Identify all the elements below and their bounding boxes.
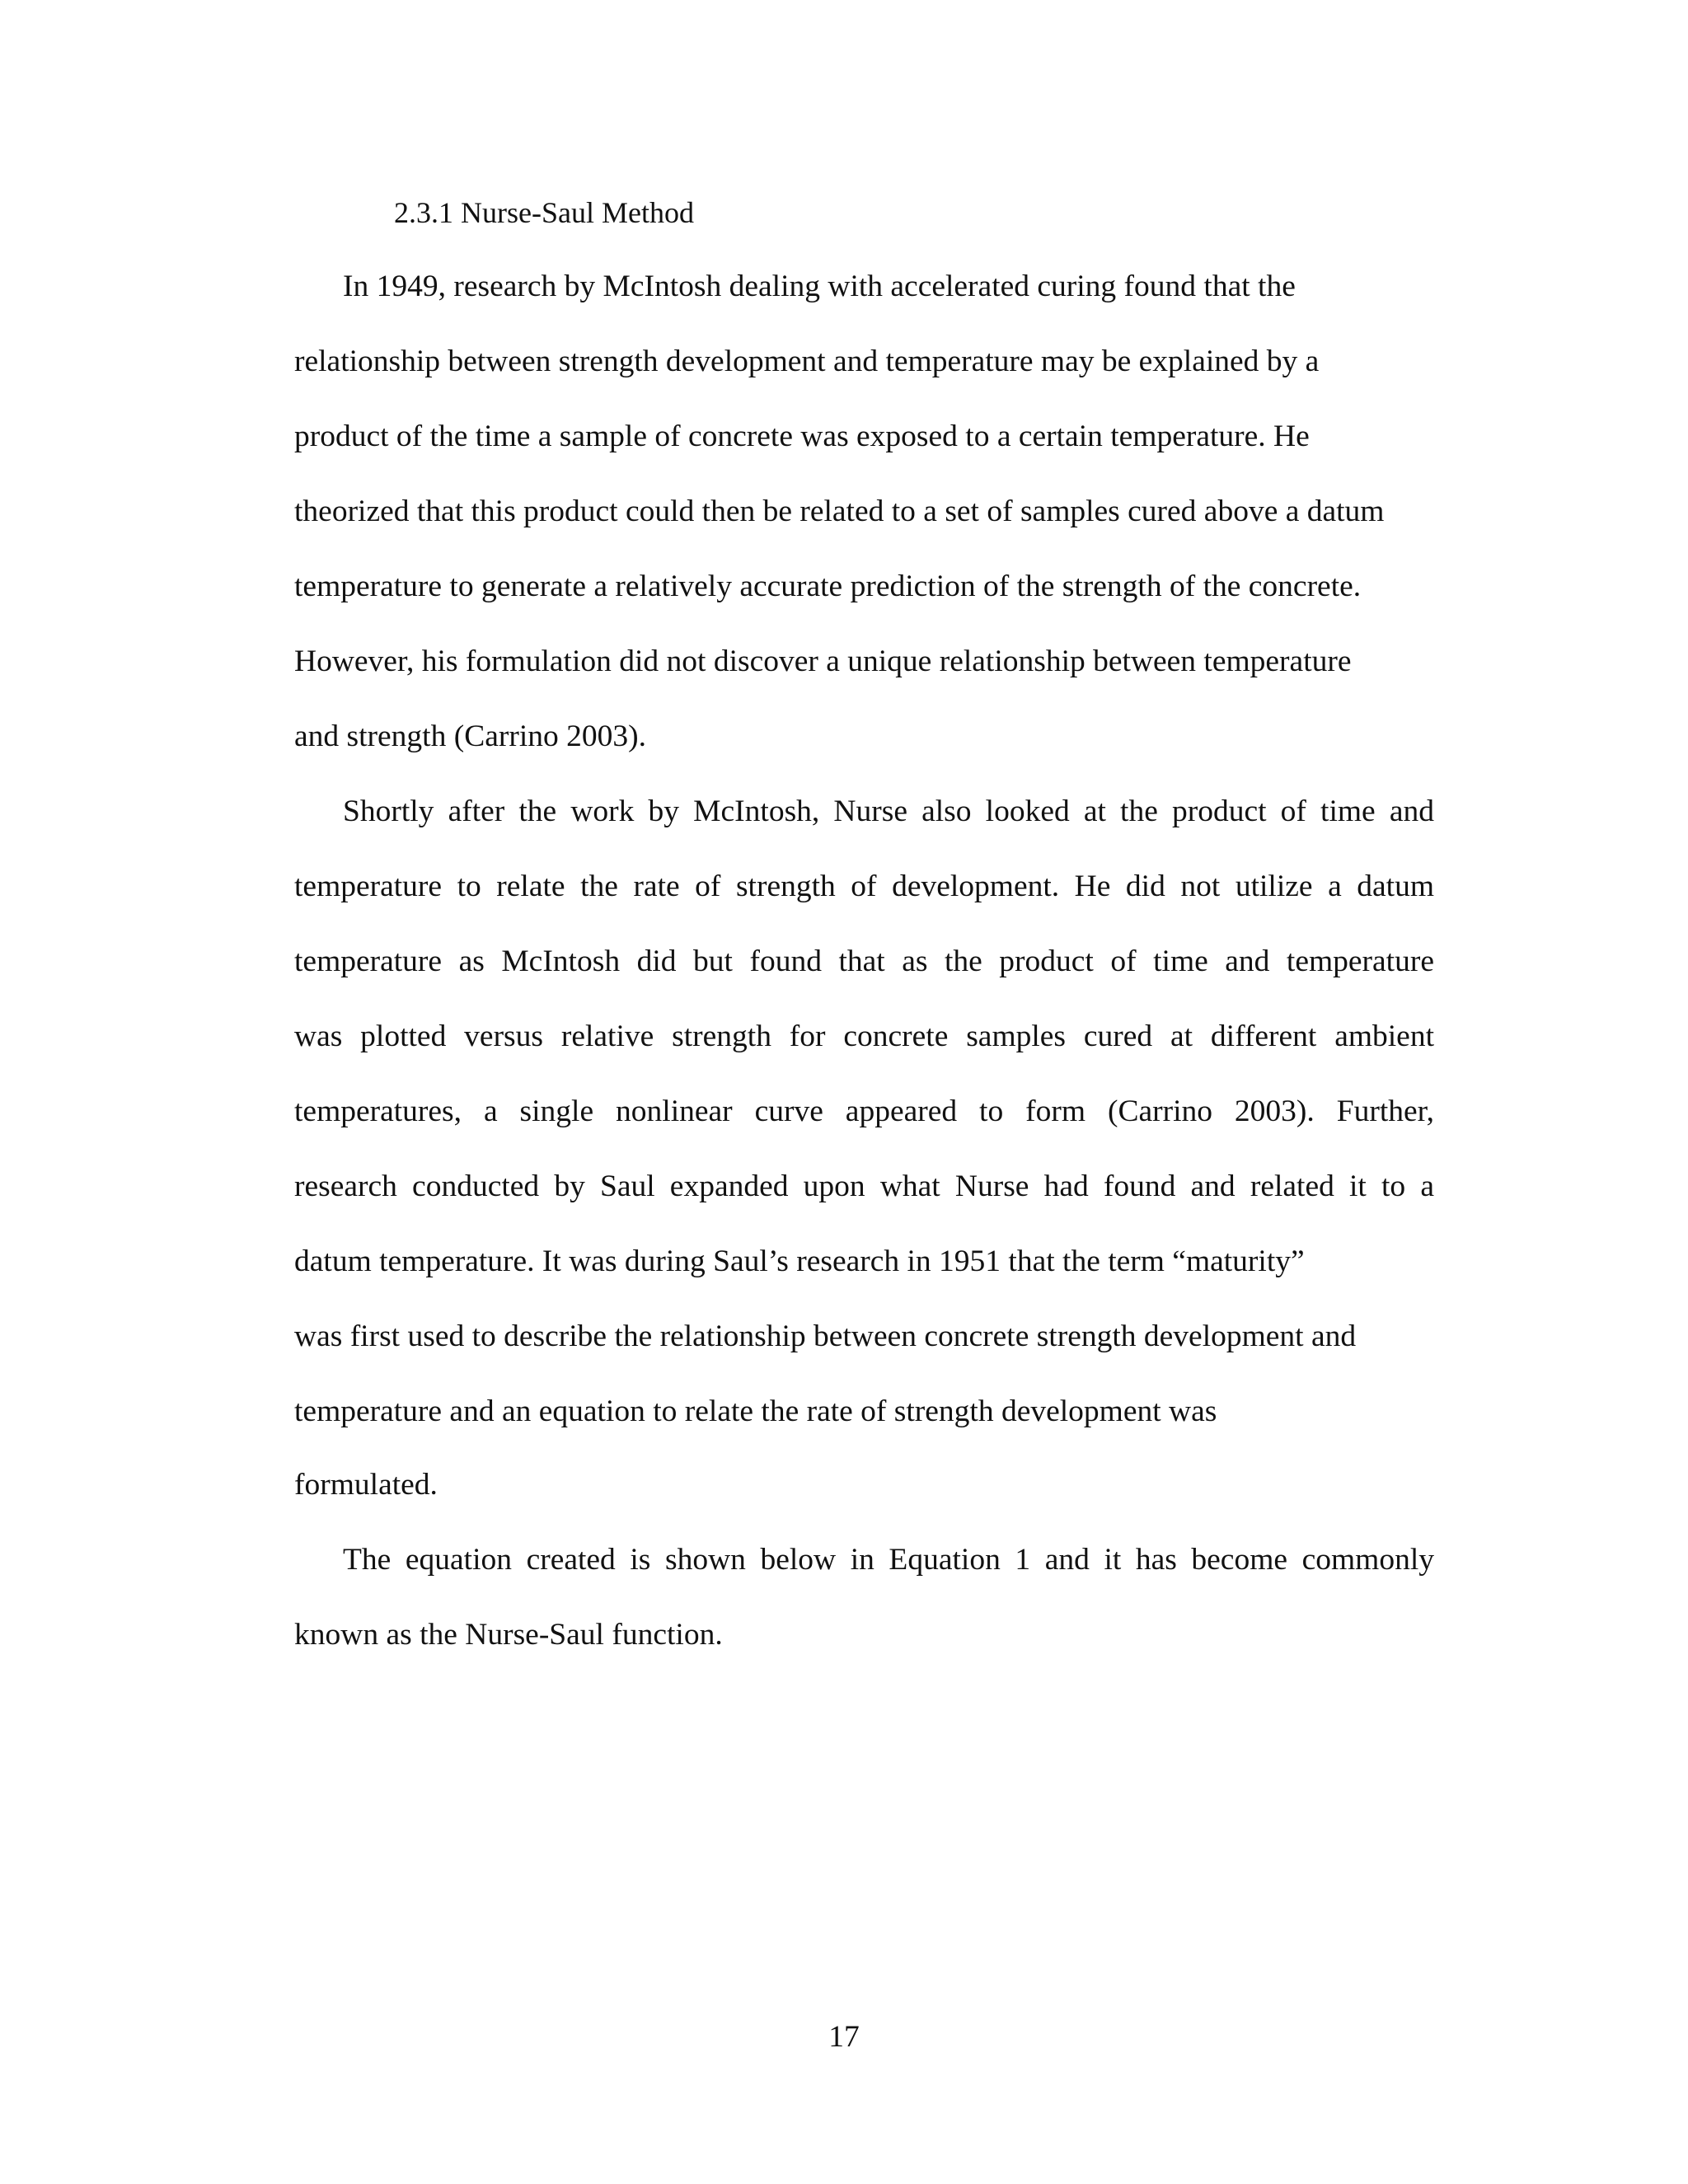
paragraph-1-line-6: However, his formulation did not discover a unique relationship between temperature — [294, 644, 1352, 678]
paragraph-1-line-5: temperature to generate a relatively accurate prediction of the strength of the concrete. — [294, 569, 1362, 603]
paragraph-2-line-9: temperature and an equation to relate the rate of strength development was — [294, 1394, 1217, 1428]
paragraph-2-line-3: temperature as McIntosh did but found that as the product of time and temperature — [294, 944, 1434, 978]
paragraph-1-line-4: theorized that this product could then be related to a set of samples cured above a datum — [294, 494, 1385, 528]
paragraph-2-line-5: temperatures, a single nonlinear curve appeared to form (Carrino 2003). Further, — [294, 1094, 1434, 1128]
section-heading: 2.3.1 Nurse-Saul Method — [394, 196, 694, 229]
paragraph-2-line-8: was first used to describe the relationship between concrete strength development and — [294, 1319, 1357, 1353]
paragraph-1-line-1: In 1949, research by McIntosh dealing with accelerated curing found that the — [343, 269, 1296, 303]
paragraph-2-line-1: Shortly after the work by McIntosh, Nurse also looked at the product of time and — [343, 794, 1434, 828]
paragraph-2-line-4: was plotted versus relative strength for concrete samples cured at different ambient — [294, 1019, 1434, 1053]
paragraph-3-line-1: The equation created is shown below in Equation 1 and it has become commonly — [343, 1543, 1434, 1577]
paragraph-1-line-2: relationship between strength development and temperature may be explained by a — [294, 344, 1320, 378]
paragraph-3-line-2: known as the Nurse-Saul function. — [294, 1618, 723, 1652]
paragraph-1-line-7: and strength (Carrino 2003). — [294, 719, 646, 753]
paragraph-2-line-2: temperature to relate the rate of strength of development. He did not utilize a datum — [294, 869, 1434, 903]
paragraph-2-line-6: research conducted by Saul expanded upon what Nurse had found and related it to a — [294, 1169, 1434, 1203]
paragraph-1-line-3: product of the time a sample of concrete was exposed to a certain temperature. He — [294, 419, 1310, 453]
paragraph-2-line-10: formulated. — [294, 1468, 438, 1502]
paragraph-2-line-7: datum temperature. It was during Saul’s research in 1951 that the term “maturity” — [294, 1244, 1305, 1278]
page-number: 17 — [828, 2020, 860, 2054]
